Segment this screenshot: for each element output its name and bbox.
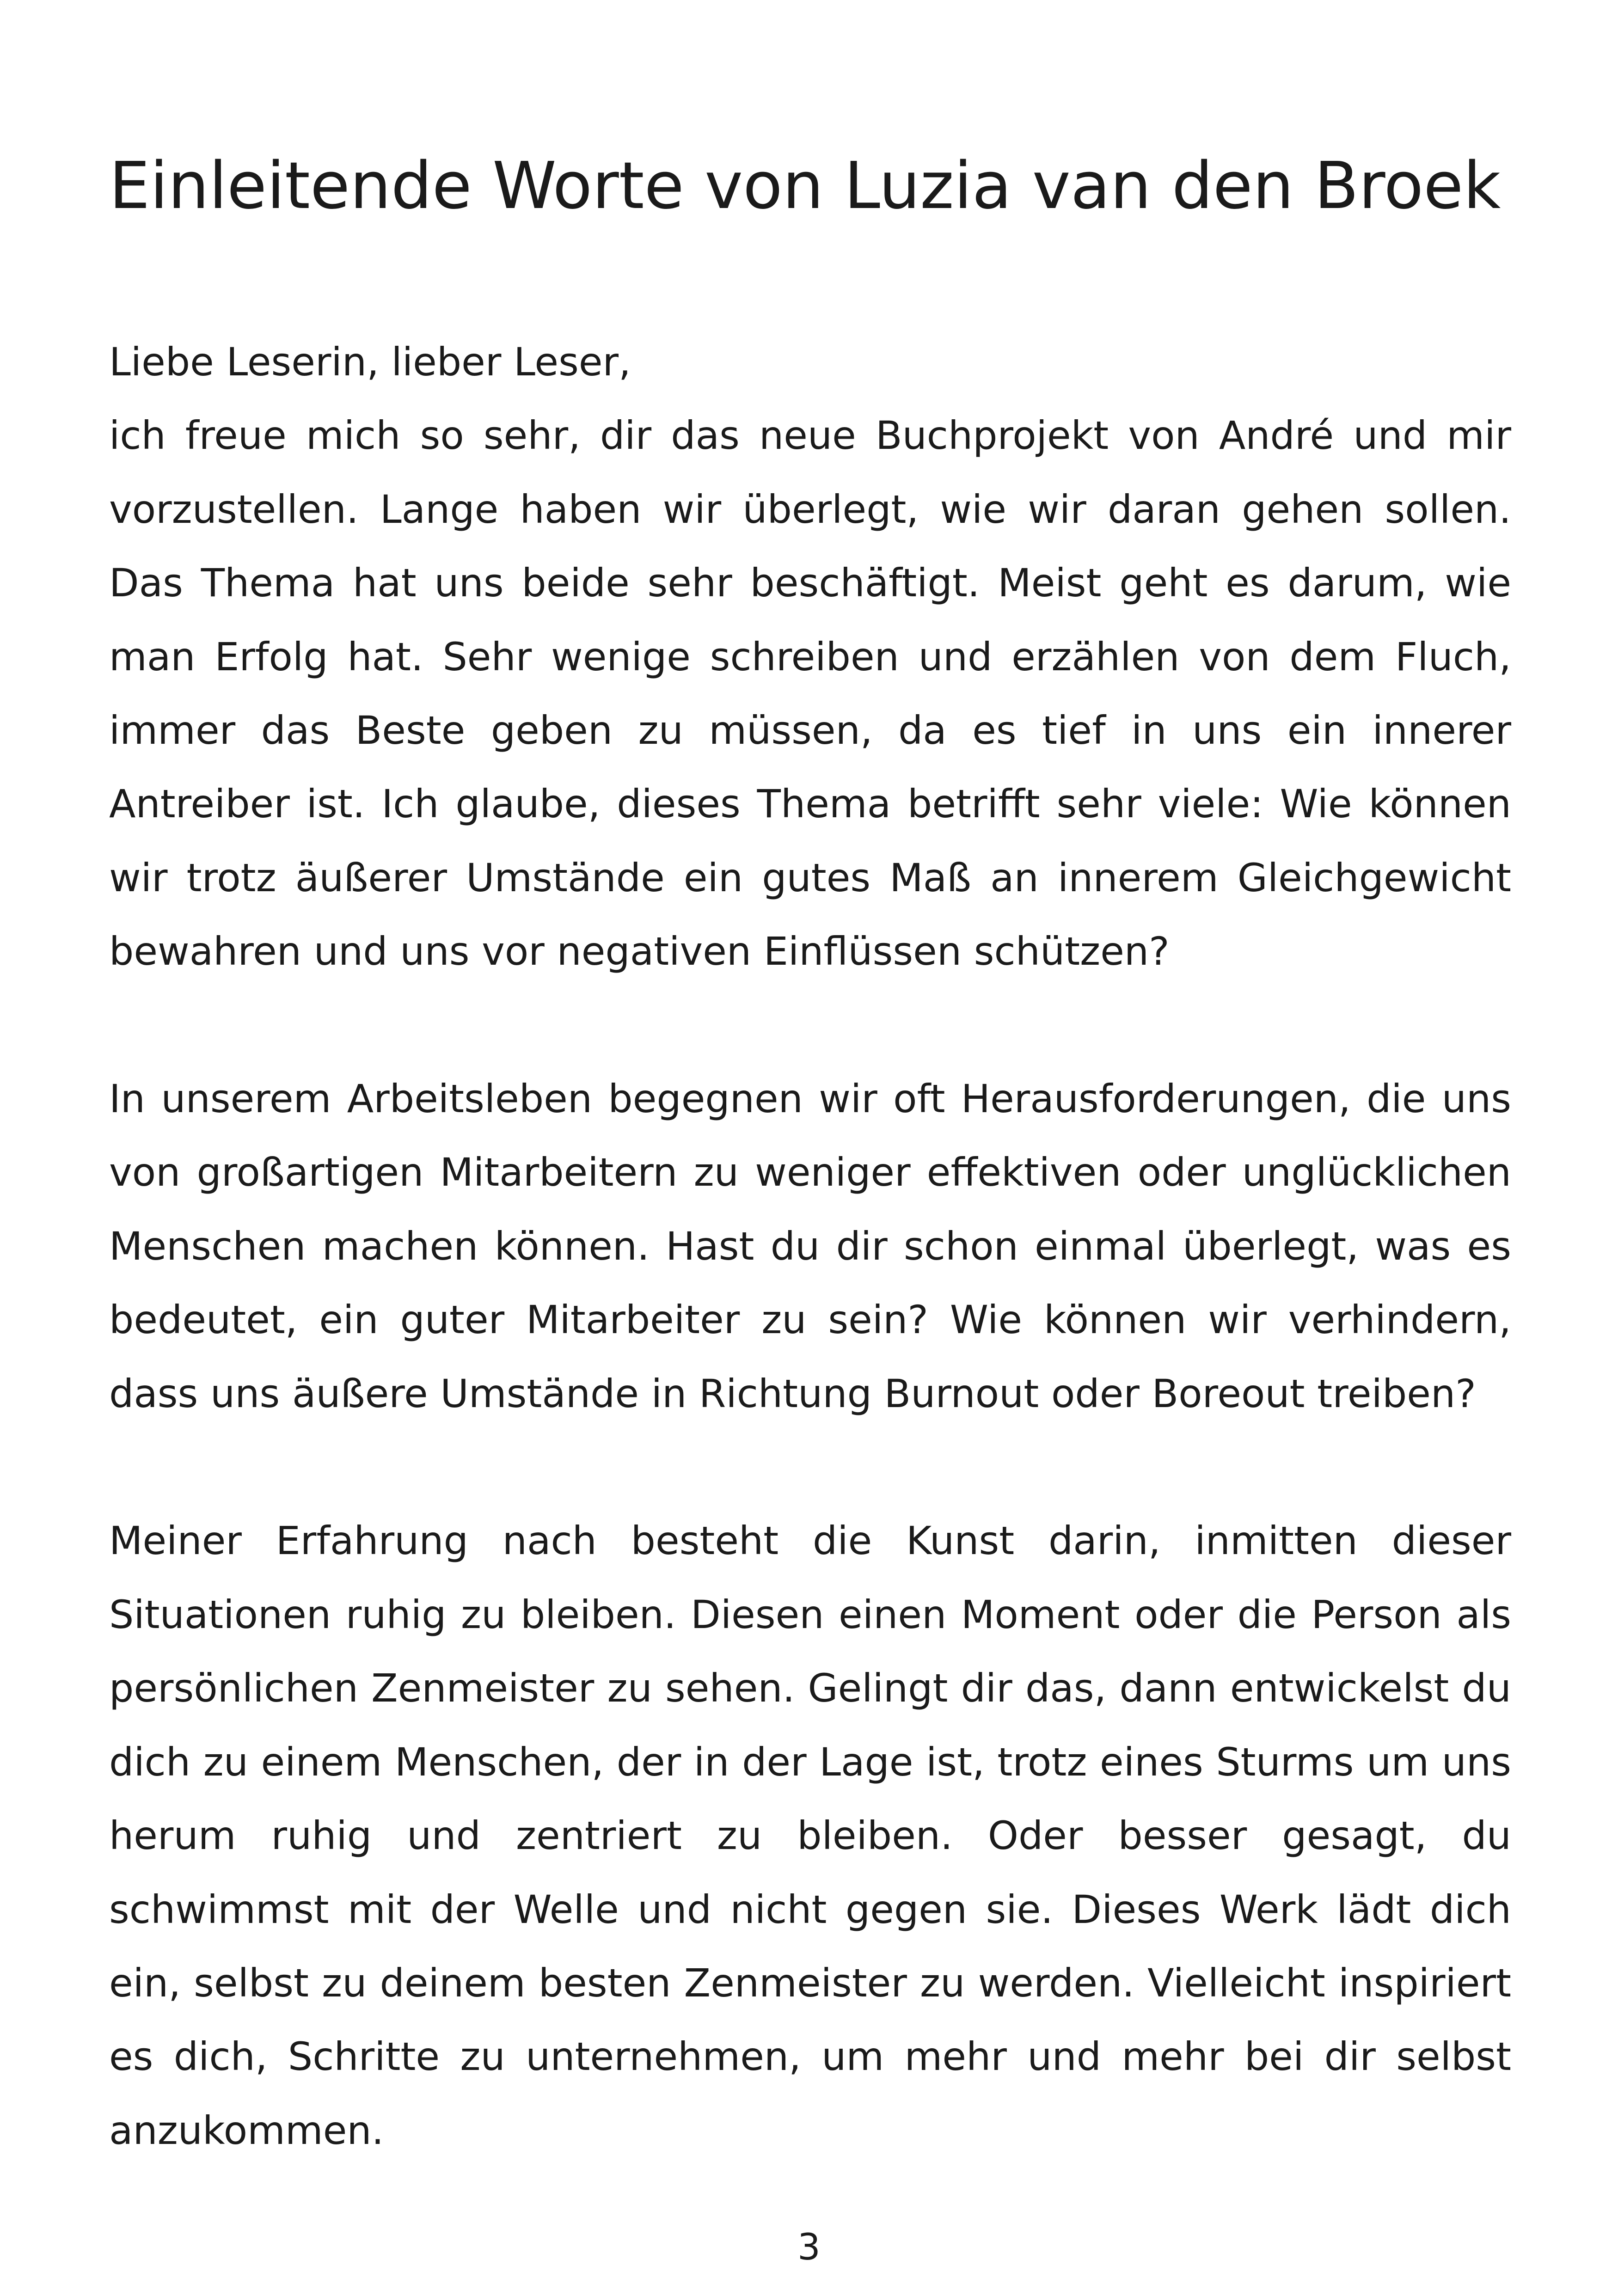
paragraph-3: Meiner Erfahrung nach besteht die Kunst darin, inmitten dieser Situationen ruhig zu bleiben. Diesen einen Moment oder die Person als persönlichen Zenmeister zu sehen. Gelingt dir das, dann entwickelst du dich zu einem Menschen, der in der Lage ist, trotz eines Sturms um uns herum ruhig und zentriert zu bleiben. Oder besser gesagt, du schwimmst mit der Welle und nicht gegen sie. Dieses Werk lädt dich ein, selbst zu deinem besten Zenmeister zu werden. Vielleicht inspiriert es dich, Schritte zu unternehmen, um mehr und mehr bei dir selbst anzukommen. [109,1518,1511,2153]
salutation: Liebe Leserin, lieber Leser, [109,339,631,385]
page-number: 3 [797,2227,821,2268]
paragraph-1: ich freue mich so sehr, dir das neue Buchprojekt von André und mir vorzustellen. Lange haben wir überlegt, wie wir daran gehen sollen. Das Thema hat uns beide sehr beschäftigt. Meist geht es darum, wie man Erfolg hat. Sehr wenige schreiben und erzählen von dem Fluch, immer das Beste geben zu müssen, da es tief in uns ein innerer Antreiber ist. Ich glaube, dieses Thema betrifft sehr viele: Wie können wir trotz äußerer Umstände ein gutes Maß an innerem Gleichgewicht bewahren und uns vor negativen Einflüssen schützen? [109,413,1511,974]
body-text [109,325,1511,2167]
page-title: Einleitende Worte von Luzia van den Broek [109,148,1501,224]
paragraph-2: In unserem Arbeitsleben begegnen wir oft Herausforderungen, die uns von großartigen Mitarbeitern zu weniger effektiven oder unglücklichen Menschen machen können. Hast du dir schon einmal überlegt, was es bedeutet, ein guter Mitarbeiter zu sein? Wie können wir verhindern, dass uns äußere Umstände in Richtung Burnout oder Boreout treiben? [109,1076,1511,1416]
